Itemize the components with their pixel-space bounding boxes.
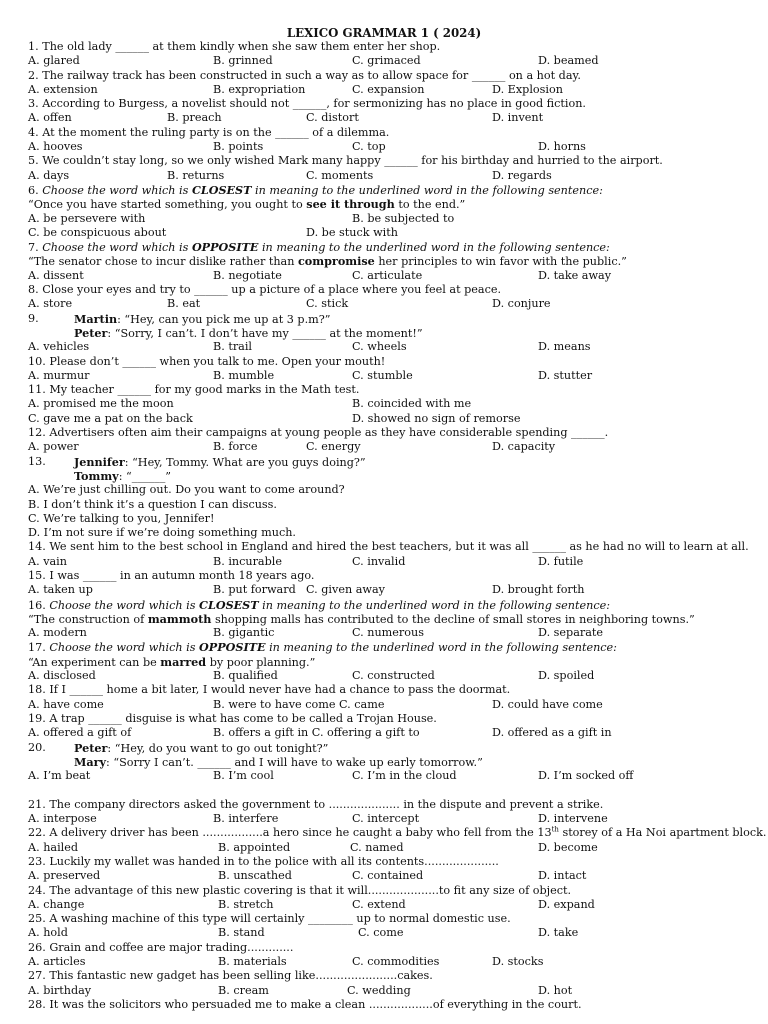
option-c: C. be conspicuous about (28, 225, 167, 239)
question-22 (28, 825, 767, 840)
option-d (28, 526, 758, 540)
option-a: A. offered a gift of (28, 726, 132, 740)
options-row (28, 984, 758, 998)
options-row (28, 926, 758, 940)
option-b: B. put forward (213, 583, 296, 597)
options-row (28, 269, 758, 283)
question-stem: 26. Grain and coffee are major trading............. (28, 940, 294, 954)
question-number: 17. (28, 641, 46, 655)
option-d: D. means (538, 340, 591, 354)
option-c: C. articulate (352, 268, 423, 282)
option-b: B. coincided with me (352, 397, 472, 411)
option-d: D. showed no sign of remorse (352, 411, 521, 425)
options-row (28, 726, 758, 740)
question-number: 20. (28, 740, 46, 754)
options-row (28, 297, 758, 311)
question-stem: 23. Luckily my wallet was handed in to the police with all its contents..................... (28, 854, 499, 868)
option-b-text: B. I don’t think it’s a question I can discuss. (28, 497, 277, 511)
question-stem: 25. A washing machine of this type will certainly ________ up to normal domestic use. (28, 912, 511, 926)
option-c: C. stick (306, 297, 349, 311)
option-c: C. expansion (352, 82, 425, 96)
instruction-text: Choose the word which is (42, 241, 189, 255)
option-b: B. expropriation (213, 82, 306, 96)
question-stem: 1. The old lady ______ at them kindly when she saw them enter her shop. (28, 40, 441, 53)
option-a-text: A. We’re just chilling out. Do you want to come around? (28, 483, 345, 497)
options-row (28, 140, 758, 154)
question-10 (28, 355, 758, 369)
option-c: C. top (352, 140, 386, 154)
question-23 (28, 855, 758, 869)
question-stem-end: storey of a Ha Noi apartment block. (558, 826, 767, 840)
question-26 (28, 941, 758, 955)
question-14 (28, 540, 758, 554)
options-row (28, 669, 758, 683)
option-d: D. capacity (492, 440, 556, 454)
options-row (28, 111, 758, 125)
options-row (28, 698, 758, 712)
question-9 (28, 312, 758, 326)
dialogue-line: : “Hey, do you want to go out tonight?” (107, 741, 329, 755)
question-stem: 11. My teacher ______ for my good marks in the Math test. (28, 383, 360, 397)
option-c: C. wedding (347, 983, 411, 997)
option-a: A. offen (28, 111, 72, 125)
question-stem: 8. Close your eyes and try to ______ up a picture of a place where you feel at peace. (28, 283, 502, 297)
instruction-text: in meaning to the underlined word in the following sentence: (261, 241, 610, 255)
option-c: C. extend (352, 897, 406, 911)
question-stem: 24. The advantage of this new plastic covering is that it will....................to fit any size of object. (28, 883, 572, 897)
section-gap (28, 783, 758, 797)
option-a: A. modern (28, 626, 87, 640)
option-b: B. cream (218, 983, 269, 997)
option-b: B. appointed (218, 840, 291, 854)
question-stem: 3. According to Burgess, a novelist should not ______, for sermonizing has no place in good fiction. (28, 97, 586, 111)
question-5 (28, 154, 758, 168)
options-row (28, 226, 758, 240)
target-word: marred (160, 654, 207, 669)
options-row (28, 812, 758, 826)
option-d: D. take away (538, 268, 612, 282)
dialogue-line: : “______” (118, 469, 172, 483)
option-d: D. spoiled (538, 669, 595, 683)
question-3 (28, 97, 758, 111)
question-stem: 21. The company directors asked the government to .................... in the dispute and prevent a strike. (28, 797, 604, 811)
instruction-text: in meaning to the underlined word in the following sentence: (269, 641, 617, 655)
option-b-c: B. offers a gift in C. offering a gift to (213, 726, 420, 740)
option-c: C. moments (306, 168, 374, 182)
dialogue-line: : “Hey, Tommy. What are you guys doing?” (124, 455, 366, 469)
question-17 (28, 640, 758, 654)
option-b: B. returns (167, 168, 225, 182)
question-list (28, 40, 767, 1012)
option-d: D. expand (538, 897, 595, 911)
option-b: B. be subjected to (352, 211, 455, 225)
question-7 (28, 240, 758, 254)
option-c: C. grimaced (352, 54, 421, 68)
option-a: A. hold (28, 926, 68, 940)
option-d: D. conjure (492, 297, 551, 311)
option-d: D. become (538, 840, 598, 854)
option-d: D. offered as a gift in (492, 726, 612, 740)
option-d: D. stocks (492, 955, 544, 968)
option-d: D. stutter (538, 368, 593, 382)
option-d: D. be stuck with (306, 225, 398, 239)
options-row (28, 340, 758, 354)
options-row (28, 54, 758, 68)
sentence-text: “An experiment can be (28, 655, 157, 669)
question-18 (28, 683, 758, 697)
option-c: C. energy (306, 440, 361, 454)
dialogue-row (28, 469, 758, 483)
option-a: A. vain (28, 554, 67, 568)
sentence-text: “The senator chose to incur dislike rather than (28, 255, 295, 269)
option-a: A. store (28, 297, 73, 311)
question-25 (28, 912, 758, 926)
speaker-name: Peter (74, 740, 108, 755)
option-d: D. intervene (538, 812, 608, 826)
question-stem: 5. We couldn’t stay long, so we only wished Mark many happy ______ for his birthday and hurried to the airport. (28, 154, 663, 168)
options-row (28, 83, 758, 97)
options-row (28, 769, 758, 783)
option-c: C. named (350, 840, 404, 854)
option-c: C. contained (352, 869, 424, 883)
question-1 (28, 40, 758, 54)
sentence-text: shopping malls has contributed to the decline of small stores in neighboring towns.” (214, 612, 695, 626)
target-word: mammoth (147, 611, 212, 626)
option-d: D. separate (538, 626, 604, 640)
question-sentence (28, 612, 758, 626)
question-12 (28, 426, 758, 440)
question-2 (28, 69, 758, 83)
question-stem: 12. Advertisers often aim their campaigns at young people as they have considerable spending ______. (28, 426, 609, 440)
option-d: D. horns (538, 140, 586, 154)
question-number: 13. (28, 454, 46, 468)
question-21 (28, 798, 758, 812)
sentence-text: her principles to win favor with the public.” (378, 255, 627, 269)
speaker-name: Jennifer (74, 454, 125, 469)
option-a: A. have come (28, 697, 104, 711)
option-c: C. numerous (352, 626, 424, 640)
dialogue-row (28, 755, 758, 769)
question-stem: 2. The railway track has been constructed in such a way as to allow space for ______ on a hot day. (28, 68, 581, 82)
option-a: A. vehicles (28, 340, 90, 354)
dialogue-line: : “Sorry, I can’t. I don’t have my ______ at the moment!” (107, 326, 423, 340)
option-a (28, 483, 758, 497)
option-a: A. days (28, 168, 70, 182)
option-a: A. interpose (28, 812, 97, 826)
instruction-keyword: CLOSEST (191, 182, 252, 197)
question-stem: 10. Please don’t ______ when you talk to me. Open your mouth! (28, 354, 386, 368)
option-b-c: B. were to have come C. came (213, 697, 385, 711)
sentence-text: “The construction of (28, 612, 145, 626)
option-a: A. preserved (28, 869, 101, 883)
option-a: A. hailed (28, 840, 79, 854)
worksheet-title: LEXICO GRAMMAR 1 ( 2024) (286, 26, 482, 40)
options-row (28, 841, 758, 855)
question-number: 16. (28, 598, 46, 612)
options-row (28, 369, 758, 383)
sentence-text: by poor planning.” (209, 655, 316, 669)
question-16 (28, 598, 758, 612)
options-row (28, 555, 758, 569)
question-number: 9. (28, 311, 39, 325)
options-row (28, 397, 758, 411)
target-word: see it through (306, 197, 395, 212)
instruction-text: Choose the word which is (49, 598, 196, 612)
option-c: C. invalid (352, 554, 406, 568)
question-sentence (28, 197, 758, 211)
question-8 (28, 283, 758, 297)
option-b: B. force (213, 440, 258, 454)
option-b: B. negotiate (213, 268, 282, 282)
question-24 (28, 884, 758, 898)
option-d: D. could have come (492, 697, 603, 711)
option-b: B. gigantic (213, 626, 275, 640)
dialogue-line: : “Hey, can you pick me up at 3 p.m?” (117, 312, 331, 326)
option-d: D. futile (538, 554, 584, 568)
option-c: C. I’m in the cloud (352, 769, 457, 783)
option-b: B. I’m cool (213, 769, 274, 783)
options-row (28, 955, 758, 969)
option-b (28, 498, 758, 512)
option-a: A. birthday (28, 983, 92, 997)
question-stem: 27. This fantastic new gadget has been selling like.......................cakes. (28, 969, 433, 983)
option-b: B. eat (167, 297, 201, 311)
option-b: B. incurable (213, 554, 282, 568)
sentence-text: to the end.” (398, 198, 466, 212)
question-stem: 22. A delivery driver has been .................a hero since he caught a baby who fell from the 13 (28, 826, 552, 840)
question-number: 6. (28, 183, 39, 197)
option-c: C. come (358, 926, 404, 940)
option-b: B. stretch (218, 897, 274, 911)
option-d: D. hot (538, 983, 573, 997)
question-6 (28, 183, 758, 197)
speaker-name: Mary (74, 754, 107, 769)
option-b: B. qualified (213, 669, 278, 683)
option-a: A. I’m beat (28, 769, 91, 783)
option-a: A. murmur (28, 368, 90, 382)
option-a: A. taken up (28, 583, 93, 597)
instruction-keyword: CLOSEST (199, 597, 259, 612)
options-row (28, 212, 758, 226)
dialogue-row (28, 326, 758, 340)
option-c-text: C. We’re talking to you, Jennifer! (28, 511, 215, 525)
speaker-name: Peter (74, 325, 108, 340)
instruction-text: Choose the word which is (49, 641, 196, 655)
question-stem: 15. I was ______ in an autumn month 18 years ago. (28, 568, 315, 582)
instruction-text: Choose the word which is (42, 183, 189, 197)
question-stem: 19. A trap ______ disguise is what has come to be called a Trojan House. (28, 711, 437, 725)
option-d: D. beamed (538, 54, 599, 68)
option-d: D. regards (492, 168, 552, 182)
sentence-text: “Once you have started something, you ought to (28, 198, 303, 212)
ordinal-suffix: th (551, 825, 559, 834)
option-b: B. mumble (213, 368, 275, 382)
option-d: D. intact (538, 869, 587, 883)
instruction-keyword: OPPOSITE (191, 240, 259, 255)
option-b: B. stand (218, 926, 265, 940)
speaker-name: Tommy (74, 468, 119, 483)
question-11 (28, 383, 758, 397)
question-13 (28, 455, 758, 469)
options-row (28, 898, 758, 912)
option-d-text: D. I’m not sure if we’re doing something much. (28, 526, 296, 540)
option-c: C. commodities (352, 955, 440, 968)
option-c: C. intercept (352, 812, 420, 826)
option-a: A. promised me the moon (28, 397, 174, 411)
options-row (28, 626, 758, 640)
option-c: C. given away (306, 583, 385, 597)
target-word: compromise (297, 254, 375, 269)
option-d: D. brought forth (492, 583, 585, 597)
option-a: A. hooves (28, 140, 83, 154)
option-b: B. preach (167, 111, 222, 125)
question-27 (28, 969, 758, 983)
speaker-name: Martin (74, 311, 118, 326)
option-d: D. invent (492, 111, 544, 125)
option-c: C. constructed (352, 669, 435, 683)
option-a: A. change (28, 897, 85, 911)
instruction-text: in meaning to the underlined word in the following sentence: (262, 598, 610, 612)
question-19 (28, 712, 758, 726)
option-a: A. power (28, 440, 79, 454)
options-row (28, 869, 758, 883)
option-b: B. points (213, 140, 264, 154)
option-b: B. materials (218, 955, 287, 968)
option-b: B. grinned (213, 54, 273, 68)
option-b: B. unscathed (218, 869, 292, 883)
options-row (28, 412, 758, 426)
option-a: A. glared (28, 54, 80, 68)
question-15 (28, 569, 758, 583)
option-c: C. distort (306, 111, 359, 125)
instruction-text: in meaning to the underlined word in the following sentence: (255, 183, 603, 197)
option-c (28, 512, 758, 526)
question-number: 7. (28, 241, 39, 255)
options-row (28, 583, 758, 597)
option-a: A. articles (28, 955, 86, 968)
option-a: A. extension (28, 82, 98, 96)
option-c: C. wheels (352, 340, 407, 354)
option-c: C. gave me a pat on the back (28, 411, 193, 425)
question-sentence (28, 254, 758, 268)
option-b: B. interfere (213, 812, 279, 826)
option-d: D. Explosion (492, 82, 563, 96)
option-a: A. be persevere with (28, 211, 146, 225)
option-a: A. disclosed (28, 669, 96, 683)
option-d: D. take (538, 926, 579, 940)
question-20 (28, 741, 758, 755)
question-28 (28, 998, 758, 1012)
option-d: D. I’m socked off (538, 769, 634, 783)
question-4 (28, 126, 758, 140)
option-b: B. trail (213, 340, 253, 354)
options-row (28, 169, 758, 183)
question-sentence (28, 655, 758, 669)
dialogue-line: : “Sorry I can’t. ______ and I will have to wake up early tomorrow.” (106, 755, 483, 769)
question-stem: 28. It was the solicitors who persuaded me to make a clean ..................of everything in the court. (28, 997, 582, 1011)
question-stem: 4. At the moment the ruling party is on the ______ of a dilemma. (28, 125, 390, 139)
instruction-keyword: OPPOSITE (199, 640, 266, 655)
options-row (28, 440, 758, 454)
question-stem: 14. We sent him to the best school in England and hired the best teachers, but it was all ______ as he had no will to learn at all. (28, 540, 749, 554)
option-a: A. dissent (28, 268, 84, 282)
question-stem: 18. If I ______ home a bit later, I would never have had a chance to pass the doormat. (28, 683, 511, 697)
option-c: C. stumble (352, 368, 413, 382)
